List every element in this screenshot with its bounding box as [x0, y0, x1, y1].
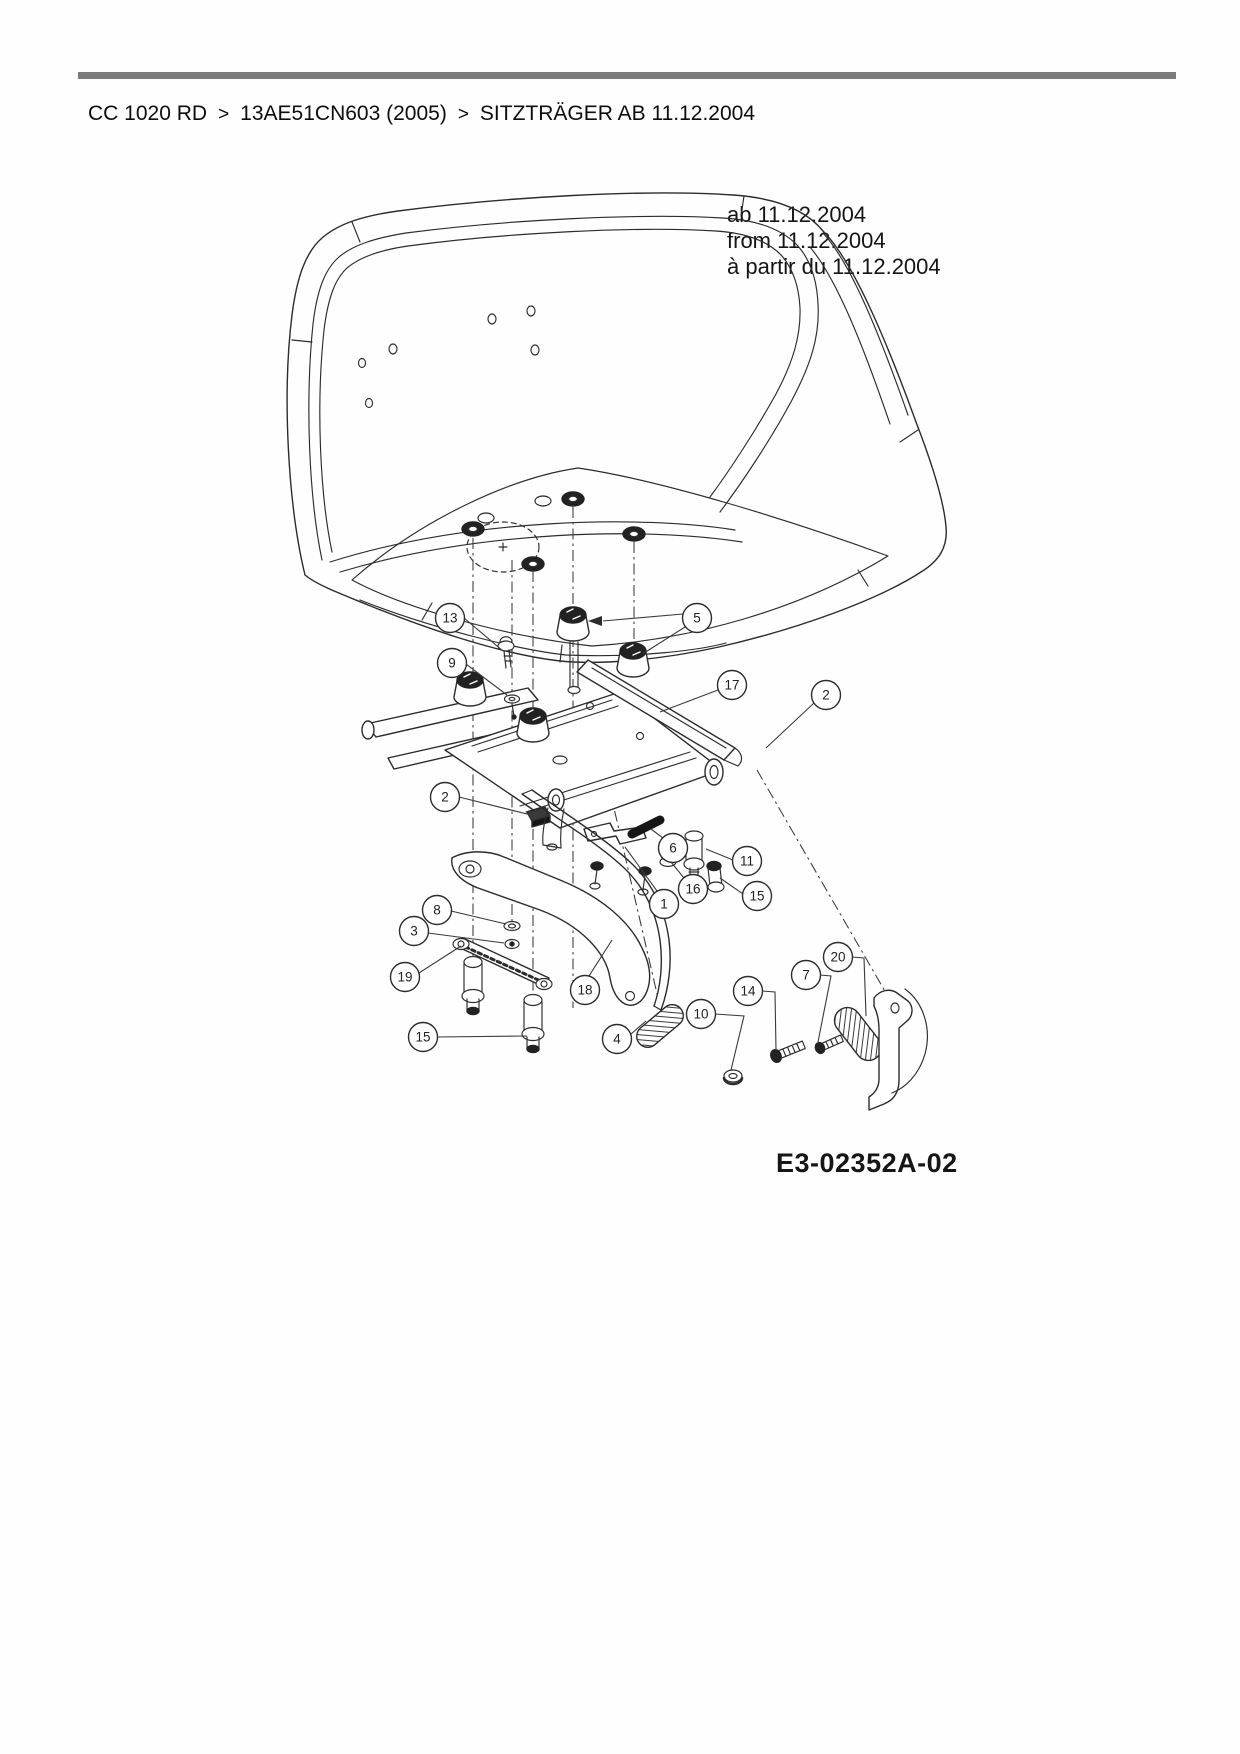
breadcrumb-item-assembly: SITZTRÄGER AB 11.12.2004 — [479, 102, 755, 125]
validity-line-fr: à partir du 11.12.2004 — [727, 254, 941, 279]
callout-number: 9 — [448, 655, 456, 671]
spring-bracket-cluster — [724, 989, 927, 1110]
validity-line-de: ab 11.12.2004 — [727, 202, 867, 227]
callout-number: 14 — [740, 983, 756, 999]
callout-number: 3 — [410, 923, 418, 939]
leader-arrowhead — [588, 616, 602, 626]
callout-number: 1 — [660, 896, 668, 912]
callout-number: 2 — [822, 687, 830, 703]
callout-number: 17 — [724, 677, 740, 693]
seat-back-holes — [359, 306, 540, 408]
callout-number: 19 — [397, 969, 413, 985]
washer-10 — [724, 1070, 742, 1084]
seat-shell — [287, 193, 946, 662]
small-bolt — [590, 862, 603, 889]
hex-bolt-7 — [814, 1033, 845, 1055]
callout-number: 16 — [685, 881, 701, 897]
adjuster-rail-and-bolts — [453, 922, 552, 1053]
shoulder-bolt-15-upper — [707, 862, 724, 893]
shoulder-bolt-15-left-2 — [522, 995, 544, 1053]
breadcrumb-item-article[interactable]: 13AE51CN603 (2005) — [240, 102, 447, 125]
hex-bolt-14 — [769, 1039, 806, 1064]
spring-pin-6 — [632, 820, 660, 834]
seat-mounting-screws — [462, 492, 645, 571]
validity-line-en: from 11.12.2004 — [727, 228, 886, 253]
callout-number: 20 — [830, 949, 846, 965]
callout-number: 8 — [433, 902, 441, 918]
callout-number: 13 — [442, 610, 458, 626]
shoulder-bolt-15-left — [462, 957, 484, 1015]
callout-number: 10 — [693, 1006, 709, 1022]
callout-number: 15 — [749, 888, 765, 904]
callout-number: 7 — [802, 967, 810, 983]
diagram-code: E3-02352A-02 — [776, 1148, 958, 1178]
breadcrumb-separator: > — [457, 104, 469, 125]
callout-number: 4 — [613, 1031, 621, 1047]
callout-number: 2 — [441, 789, 449, 805]
callout-number: 18 — [577, 982, 593, 998]
breadcrumb-separator: > — [218, 104, 230, 125]
callout-number: 11 — [739, 853, 755, 869]
washer-8 — [504, 922, 520, 931]
callout-leader — [423, 1036, 527, 1037]
callout-number: 5 — [693, 610, 701, 626]
callout-number: 6 — [669, 840, 677, 856]
breadcrumb-item-model[interactable]: CC 1020 RD — [88, 102, 208, 125]
callout-number: 15 — [415, 1029, 431, 1045]
screw-3 — [505, 940, 519, 949]
